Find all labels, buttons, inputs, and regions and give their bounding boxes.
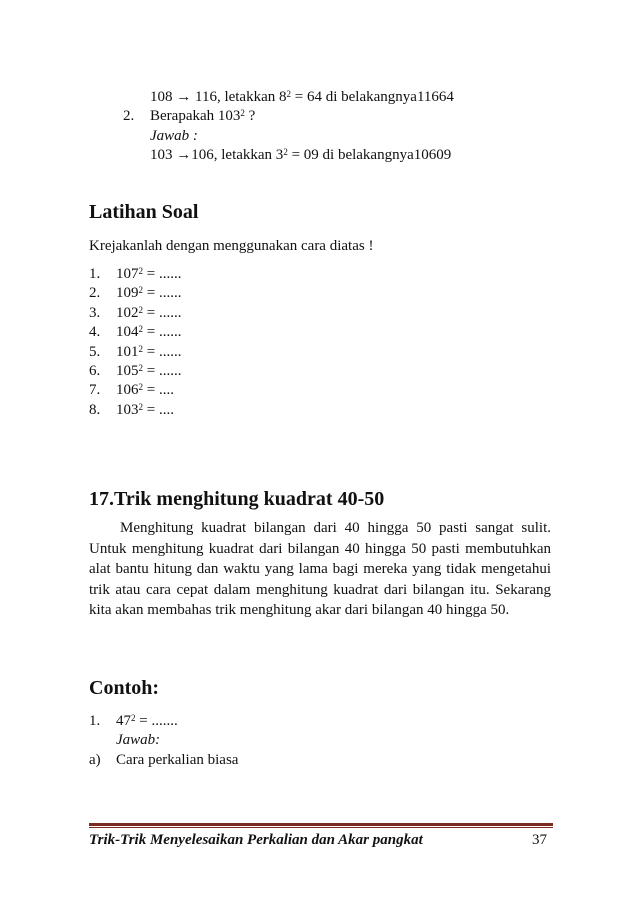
latihan-instruction: Krejakanlah dengan menggunakan cara diatas ! — [89, 238, 374, 254]
latihan-item: 4. $104^2$ = ...... — [89, 324, 182, 341]
section-17-title: 17.Trik menghitung kuadrat 40-50 — [89, 488, 385, 510]
latihan-item: 5. $101^2$ = ...... — [89, 343, 182, 360]
footer-title: Trik-Trik Menyelesaikan Perkalian dan Akar pangkat — [89, 832, 423, 848]
latihan-item: 6. $105^2$ = ...... — [89, 363, 182, 379]
latihan-title: Latihan Soal — [89, 201, 199, 223]
contoh-item-a: a) Cara perkalian biasa — [89, 752, 239, 768]
contoh-title: Contoh: — [89, 677, 160, 699]
contoh-item-1: 1. $47^2$ = ....... — [89, 713, 178, 729]
latihan-item: 1. $107^2$ = ...... — [89, 266, 182, 282]
latihan-item: 2. $109^2$ = ...... — [89, 285, 182, 302]
contoh-jawab-label: Jawab: — [116, 732, 161, 748]
latihan-item: 7. $106^2$ = .... — [89, 382, 174, 399]
jawab-label: Jawab : — [150, 128, 198, 144]
footer-rule-thick — [89, 823, 553, 826]
page-number: 37 — [532, 832, 547, 848]
example-line-108: 108 → 116, letakkan $8^2 = 64$ di belakangnya11664 — [150, 89, 454, 105]
latihan-item: 8. $103^2$ = .... — [89, 401, 174, 418]
footer-rule-thin — [89, 827, 553, 828]
example-item-2: 2. Berapakah $103^2$ ? — [123, 108, 256, 124]
latihan-item: 3. $102^2$ = ...... — [89, 304, 182, 321]
example-line-103: 103 →106, letakkan $3^2 = 09$ di belakangnya10609 — [150, 147, 452, 163]
section-17-paragraph: Menghitung kuadrat bilangan dari 40 hingga 50 pasti sangat sulit. Untuk menghitung kuadrat dari bilangan 40 hingga 50 pasti membutuhkan alat bantu hitung dan waktu yang lama bagi mereka yang tidak mengetahui trik atau cara cepat dalam menghitung kuadrat dari bilangan itu. Sekarang kita akan membahas trik menghitung akar dari bilangan 40 hingga 50. — [89, 520, 551, 619]
